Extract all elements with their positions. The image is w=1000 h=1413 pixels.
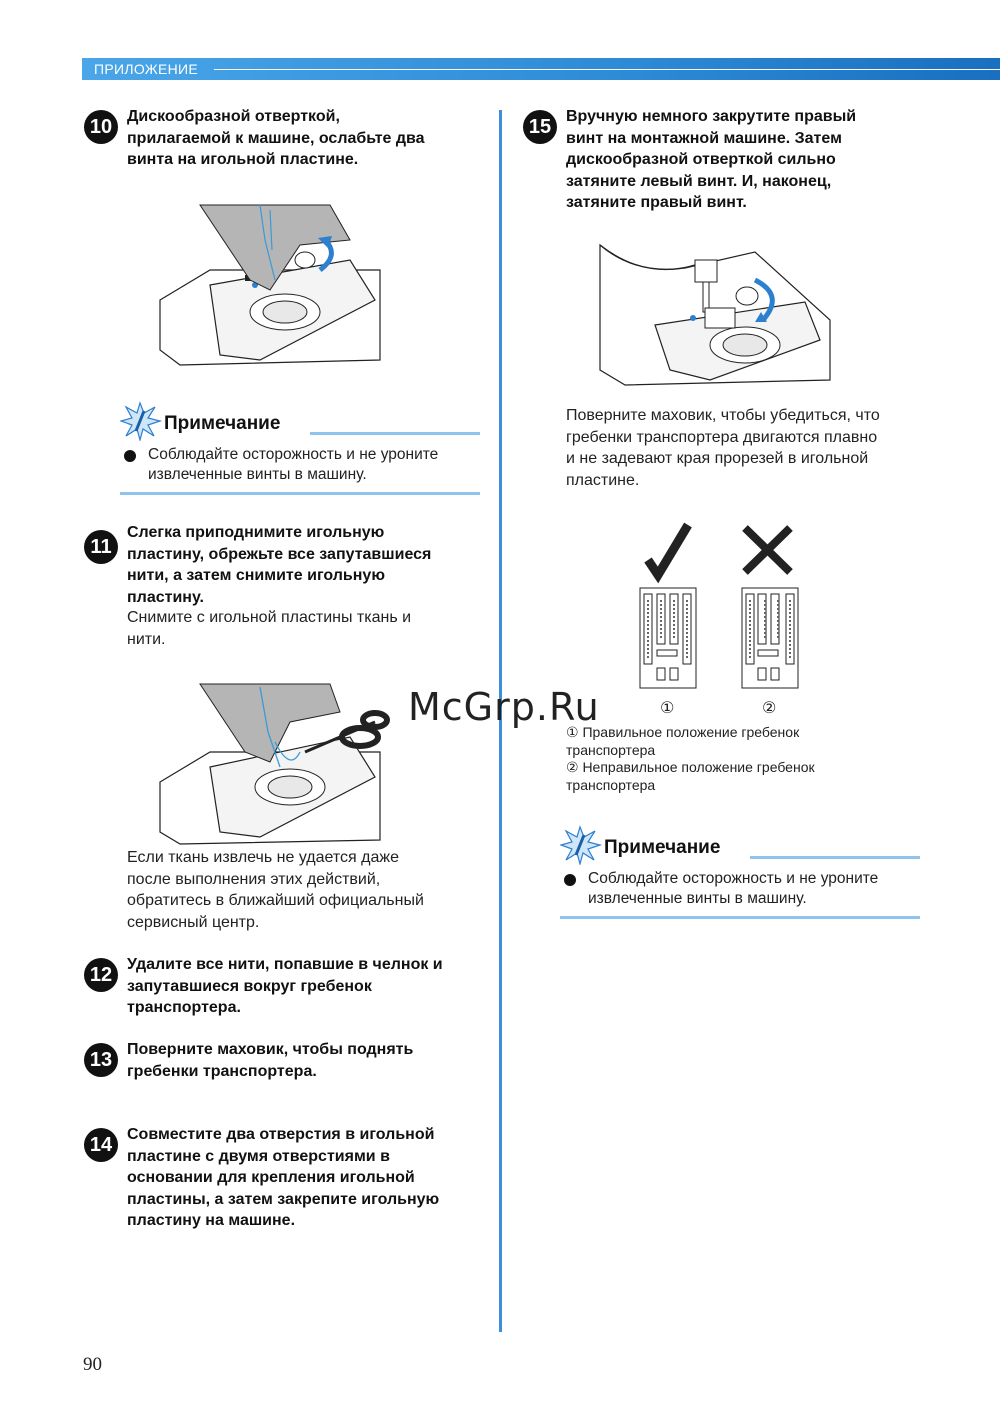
legend-incorrect: ② Неправильное положение гребенок транспортера bbox=[566, 759, 815, 793]
step-10-title: Дискообразной отверткой, прилагаемой к машине, ослабьте два винта на игольной пластине. bbox=[127, 108, 425, 168]
note-title: Примечание bbox=[164, 413, 281, 434]
figure-label-2: ② bbox=[762, 700, 777, 717]
step-13-badge: 13 bbox=[84, 1043, 118, 1077]
step-12-title: Удалите все нити, попавшие в челнок и запутавшиеся вокруг гребенок транспортера. bbox=[127, 956, 443, 1016]
step-14-badge: 14 bbox=[84, 1128, 118, 1162]
header-rule bbox=[214, 69, 1000, 70]
note-rule bbox=[310, 432, 480, 435]
step-11-title: Слегка приподнимите игольную пластину, обрежьте все запутавшиеся нити, а затем снимите игольную пластину. bbox=[127, 524, 432, 606]
page-number: 90 bbox=[83, 1354, 102, 1375]
cross-icon bbox=[745, 528, 790, 572]
step-13-title: Поверните маховик, чтобы поднять гребенки транспортера. bbox=[127, 1041, 414, 1080]
step-10-badge: 10 bbox=[84, 110, 118, 144]
note-text: Соблюдайте осторожность и не уроните извлеченные винты в машину. bbox=[588, 870, 879, 907]
watermark: McGrp.Ru bbox=[408, 685, 600, 729]
cut-threads-illustration bbox=[150, 682, 400, 847]
step-11-text: Снимите с игольной пластины ткань и нити. bbox=[127, 609, 412, 648]
note-box-left bbox=[120, 401, 480, 491]
note-icon bbox=[560, 825, 602, 865]
figure-label-1: ① bbox=[660, 700, 675, 717]
note-rule bbox=[750, 856, 920, 859]
incorrect-feed-dogs bbox=[742, 588, 798, 688]
step-14-title: Совместите два отверстия в игольной пластине с двумя отверстиями в основании для крепления игольной пластины, а затем закрепите игольную пластину на машине. bbox=[127, 1126, 440, 1229]
bullet bbox=[564, 874, 576, 886]
note-bottom-rule bbox=[560, 916, 920, 919]
step-11-badge: 11 bbox=[84, 530, 118, 564]
feed-dog-figure bbox=[630, 520, 810, 695]
check-icon bbox=[648, 525, 688, 575]
note-text: Соблюдайте осторожность и не уроните извлеченные винты в машину. bbox=[148, 446, 439, 483]
step-12-badge: 12 bbox=[84, 958, 118, 992]
bullet bbox=[124, 450, 136, 462]
section-title: ПРИЛОЖЕНИЕ bbox=[94, 61, 199, 77]
step-15-title: Вручную немного закрутите правый винт на монтажной машине. Затем дискообразной отверткой сильно затяните левый винт. И, наконец, затяните правый винт. bbox=[566, 108, 857, 211]
note-icon bbox=[120, 401, 162, 441]
note-bottom-rule bbox=[120, 492, 480, 495]
needle-plate-screw-illustration bbox=[150, 200, 390, 370]
legend-correct: ① Правильное положение гребенок транспортера bbox=[566, 724, 800, 758]
step-11-after-text: Если ткань извлечь не удается даже после выполнения этих действий, обратитесь в ближайший официальный сервисный центр. bbox=[127, 849, 424, 931]
step-15-badge: 15 bbox=[523, 110, 557, 144]
tighten-screws-illustration bbox=[595, 240, 835, 390]
step-15-text: Поверните маховик, чтобы убедиться, что гребенки транспортера двигаются плавно и не задевают края прорезей в игольной пластине. bbox=[566, 407, 880, 489]
correct-feed-dogs bbox=[640, 588, 696, 688]
note-box-right bbox=[560, 825, 920, 915]
section-header bbox=[82, 58, 1000, 80]
note-title: Примечание bbox=[604, 837, 721, 858]
